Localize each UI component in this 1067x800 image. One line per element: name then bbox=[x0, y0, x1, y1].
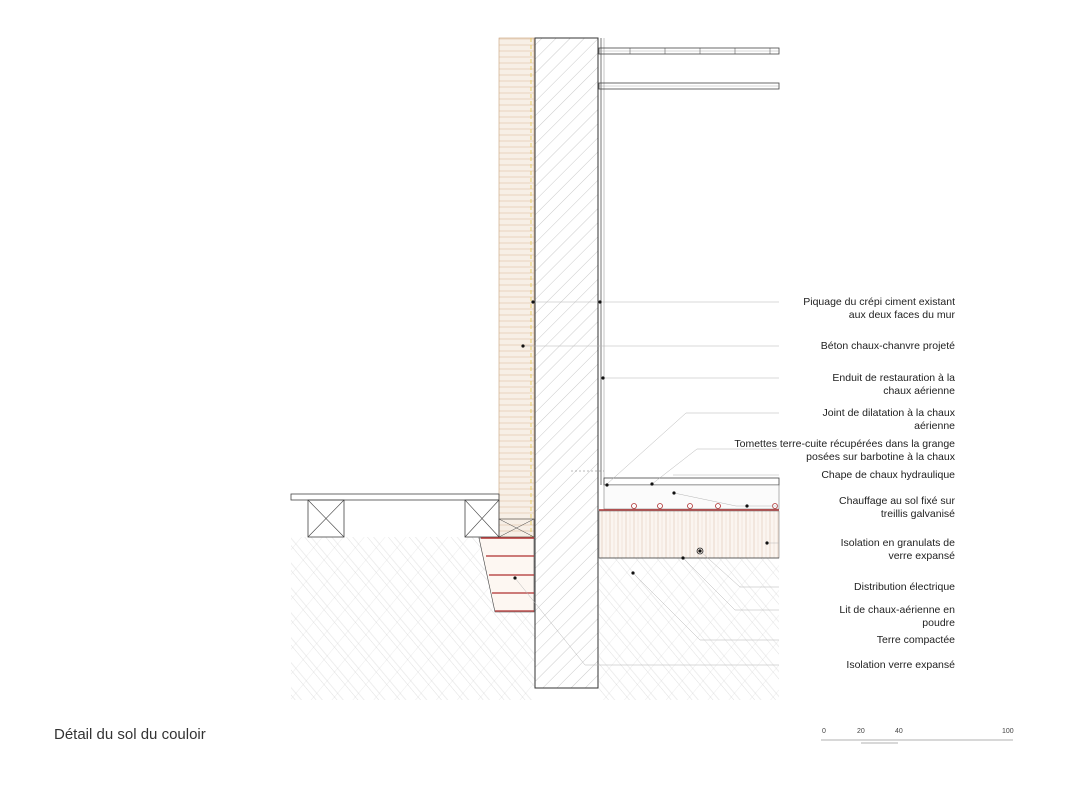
label-terre-compactee: Terre compactée bbox=[876, 634, 955, 646]
label-tomettes: Tomettes terre-cuite récupérées dans la grange posées sur barbotine à la chaux bbox=[734, 438, 955, 463]
left-wood-floor bbox=[291, 494, 534, 537]
stone-wall bbox=[535, 38, 598, 688]
label-beton-chaux-chanvre: Béton chaux-chanvre projeté bbox=[820, 340, 955, 352]
scale-tick-0: 0 bbox=[822, 728, 826, 735]
scale-tick-40: 40 bbox=[895, 728, 903, 735]
upper-floor bbox=[599, 48, 779, 89]
label-isolation-verre: Isolation verre expansé bbox=[846, 659, 955, 671]
label-lit-chaux: Lit de chaux-aérienne en poudre bbox=[839, 604, 955, 629]
label-joint-dilatation: Joint de dilatation à la chaux aérienne bbox=[822, 407, 955, 432]
label-crepi-piquage: Piquage du crépi ciment existant aux deux faces du mur bbox=[803, 296, 955, 321]
label-enduit-restauration: Enduit de restauration à la chaux aérienne bbox=[832, 372, 955, 397]
label-isolation-granulats: Isolation en granulats de verre expansé bbox=[840, 537, 955, 562]
right-floor-buildup bbox=[571, 471, 779, 558]
drawing-title: Détail du sol du couloir bbox=[54, 726, 206, 743]
label-chape-chaux: Chape de chaux hydraulique bbox=[821, 469, 955, 481]
scale-tick-20: 20 bbox=[857, 728, 865, 735]
scale-bar bbox=[821, 740, 1013, 743]
label-chauffage-sol: Chauffage au sol fixé sur treillis galvanisé bbox=[839, 495, 955, 520]
plaster-right bbox=[601, 38, 604, 485]
scale-tick-100: 100 bbox=[1002, 728, 1014, 735]
label-distribution-electrique: Distribution électrique bbox=[854, 581, 955, 593]
hemp-lime-layer bbox=[499, 38, 534, 538]
